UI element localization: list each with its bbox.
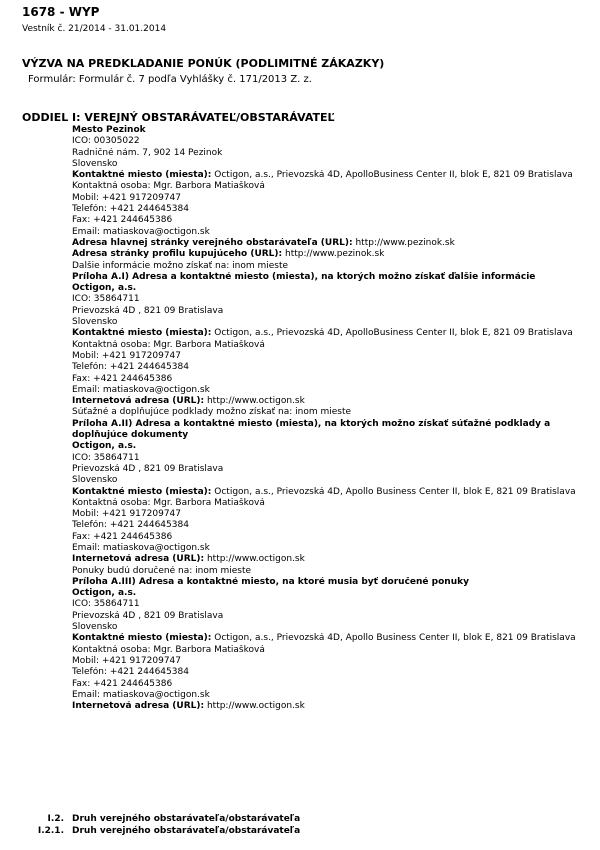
detail-label: IČO: 00305022 [72, 136, 140, 147]
detail-value: http://www.octigon.sk [204, 396, 305, 407]
detail-label: Email: matiaskova@octigon.sk [72, 689, 210, 700]
detail-label: Slovensko [72, 158, 118, 169]
subsection-number: I.2.1. [37, 826, 64, 836]
detail-label: Email: matiaskova@octigon.sk [72, 384, 210, 395]
detail-line [72, 181, 592, 192]
detail-line [72, 362, 592, 373]
detail-value: http://www.pezinok.sk [282, 249, 385, 260]
detail-line [72, 577, 592, 588]
detail-line [72, 306, 592, 317]
detail-label: Mobil: +421 917209747 [72, 509, 181, 520]
detail-label: Kontaktná osoba: Mgr. Barbora Matiašková [72, 339, 265, 350]
detail-line [72, 249, 592, 260]
detail-line [72, 136, 592, 147]
detail-label: IČO: 35864711 [72, 599, 140, 610]
detail-label: Príloha A.I) Adresa a kontaktné miesto (miesta), na ktorých možno získať ďalšie informácie [72, 271, 536, 282]
detail-line [72, 645, 592, 656]
detail-value: Octigon, a.s., Prievozská 4D, ApolloBusiness Center II, blok E, 821 09 Bratislava [211, 170, 573, 181]
detail-label: Radničné nám. 7, 902 14 Pezinok [72, 147, 223, 158]
detail-label: Mesto Pezinok [72, 125, 146, 135]
detail-line [72, 148, 592, 159]
detail-line [72, 340, 592, 351]
subsection-title: Druh verejného obstarávateľa/obstarávateľa [72, 814, 301, 824]
detail-line [72, 679, 592, 690]
detail-line [72, 351, 592, 362]
detail-label: Ponuky budú doručené na: inom mieste [72, 565, 252, 576]
detail-line [72, 532, 592, 543]
detail-line [72, 204, 592, 215]
detail-label: Slovensko [72, 622, 118, 633]
detail-label: Mobil: +421 917209747 [72, 192, 181, 203]
detail-label: Fax: +421 244645386 [72, 373, 173, 384]
detail-label: Slovensko [72, 475, 118, 486]
detail-label: Kontaktné miesto (miesta): [72, 170, 212, 181]
detail-line [72, 294, 592, 305]
detail-label: Email: matiaskova@octigon.sk [72, 542, 210, 553]
detail-line [72, 453, 592, 464]
detail-label: Telefón: +421 244645384 [72, 204, 189, 215]
detail-line [72, 509, 592, 520]
detail-line [72, 656, 592, 667]
detail-line [72, 159, 592, 170]
detail-line [72, 328, 592, 339]
detail-line [72, 125, 592, 136]
detail-line [72, 317, 592, 328]
detail-value: http://www.octigon.sk [204, 701, 305, 712]
detail-line [72, 622, 592, 633]
detail-line [72, 475, 592, 486]
detail-value: http://www.pezinok.sk [352, 237, 455, 248]
detail-label: Kontaktné miesto (miesta): [72, 486, 212, 497]
detail-label: Prievozská 4D , 821 09 Bratislava [72, 610, 224, 621]
detail-line [72, 487, 592, 498]
detail-label: Mobil: +421 917209747 [72, 350, 181, 361]
detail-label: Adresa hlavnej stránky verejného obstarávateľa (URL): [72, 237, 353, 248]
subsection-number: I.2. [47, 814, 64, 824]
detail-line [72, 611, 592, 622]
detail-label: Prievozská 4D , 821 09 Bratislava [72, 305, 224, 316]
detail-line [72, 215, 592, 226]
subsection-title: Druh verejného obstarávateľa/obstarávateľa [72, 826, 301, 836]
detail-label: IČO: 35864711 [72, 294, 140, 305]
detail-line [72, 588, 592, 599]
detail-line [72, 667, 592, 678]
document-title: VÝZVA NA PREDKLADANIE PONÚK (PODLIMITNÉ ZÁKAZKY) [22, 57, 385, 70]
detail-line [72, 441, 592, 452]
detail-line [72, 385, 592, 396]
detail-line [72, 599, 592, 610]
detail-label: Fax: +421 244645386 [72, 678, 173, 689]
detail-label: Telefón: +421 244645384 [72, 520, 189, 531]
detail-line [72, 238, 592, 249]
detail-label: IČO: 35864711 [72, 452, 140, 463]
detail-value: Octigon, a.s., Prievozská 4D, ApolloBusiness Center II, blok E, 821 09 Bratislava [211, 328, 573, 339]
detail-label: Telefón: +421 244645384 [72, 362, 189, 373]
detail-label: Octigon, a.s. [72, 588, 137, 599]
detail-label: Slovensko [72, 317, 118, 328]
detail-label: Fax: +421 244645386 [72, 531, 173, 542]
detail-label: Prievozská 4D , 821 09 Bratislava [72, 463, 224, 474]
detail-line [72, 227, 592, 238]
detail-label: Adresa stránky profilu kupujúceho (URL): [72, 249, 283, 260]
detail-line [72, 419, 592, 430]
detail-line [72, 701, 592, 712]
notice-code: 1678 - WYP [22, 5, 100, 19]
contact-details [72, 125, 592, 712]
detail-line [72, 633, 592, 644]
detail-label: Kontaktné miesto (miesta): [72, 328, 212, 339]
detail-label: Príloha A.III) Adresa a kontaktné miesto, na ktoré musia byť doručené ponuky [72, 576, 469, 587]
detail-label: Kontaktná osoba: Mgr. Barbora Matiašková [72, 497, 265, 508]
detail-line [72, 543, 592, 554]
detail-line [72, 554, 592, 565]
bulletin-issue: Vestník č. 21/2014 - 31.01.2014 [22, 24, 167, 34]
detail-line [72, 272, 592, 283]
detail-label: Internetová adresa (URL): [72, 701, 205, 712]
detail-label: Octigon, a.s. [72, 283, 137, 294]
detail-value: Octigon, a.s., Prievozská 4D, Apollo Business Center II, blok E, 821 09 Bratislava [211, 633, 576, 644]
detail-line [72, 430, 592, 441]
detail-line [72, 374, 592, 385]
detail-line [72, 690, 592, 701]
detail-label: Email: matiaskova@octigon.sk [72, 226, 210, 237]
detail-label: Octigon, a.s. [72, 441, 137, 452]
detail-label: Ďalšie informácie možno získať na: inom mieste [72, 260, 289, 271]
section-heading: ODDIEL I: VEREJNÝ OBSTARÁVATEĽ/OBSTARÁVATEĽ [22, 111, 335, 124]
detail-label: Internetová adresa (URL): [72, 396, 205, 407]
detail-line [72, 283, 592, 294]
detail-line [72, 170, 592, 181]
detail-label: Internetová adresa (URL): [72, 554, 205, 565]
detail-label: doplňujúce dokumenty [72, 430, 189, 441]
detail-line [72, 464, 592, 475]
detail-label: Kontaktná osoba: Mgr. Barbora Matiašková [72, 181, 265, 192]
detail-line [72, 396, 592, 407]
detail-line [72, 520, 592, 531]
detail-label: Telefón: +421 244645384 [72, 667, 189, 678]
detail-label: Príloha A.II) Adresa a kontaktné miesto (miesta), na ktorých možno získať súťažné podklady a [72, 418, 551, 429]
detail-label: Kontaktná osoba: Mgr. Barbora Matiašková [72, 644, 265, 655]
detail-line [72, 193, 592, 204]
detail-line [72, 407, 592, 418]
detail-label: Fax: +421 244645386 [72, 215, 173, 226]
form-reference: Formulár: Formulár č. 7 podľa Vyhlášky č. 171/2013 Z. z. [28, 74, 312, 85]
detail-value: http://www.octigon.sk [204, 554, 305, 565]
detail-line [72, 498, 592, 509]
detail-line [72, 261, 592, 272]
detail-value: Octigon, a.s., Prievozská 4D, Apollo Business Center II, blok E, 821 09 Bratislava [211, 486, 576, 497]
detail-label: Súťažné a doplňujúce podklady možno získať na: inom mieste [72, 407, 352, 418]
detail-label: Kontaktné miesto (miesta): [72, 633, 212, 644]
detail-line [72, 566, 592, 577]
detail-label: Mobil: +421 917209747 [72, 655, 181, 666]
